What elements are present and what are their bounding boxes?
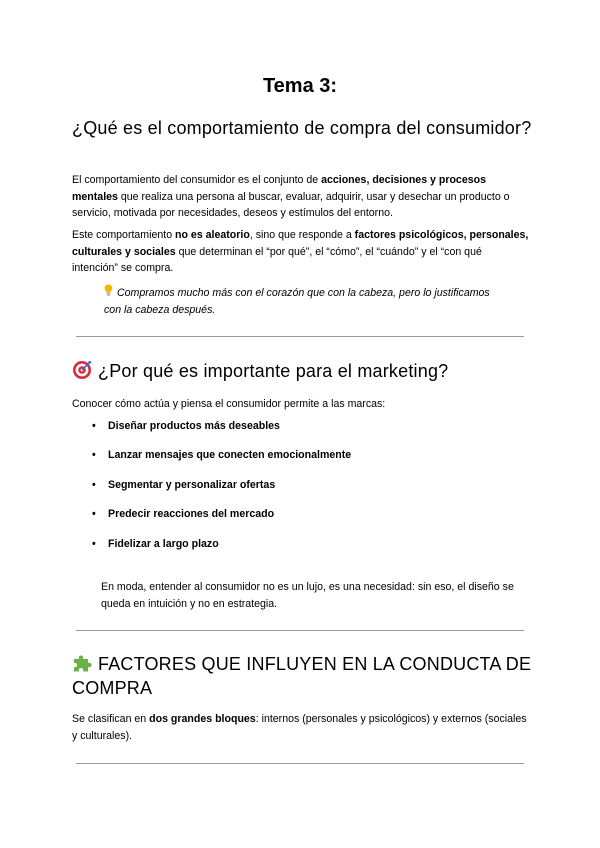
- list-item: [92, 477, 351, 506]
- bold-text: acciones, decisiones y procesos mentales: [72, 174, 486, 203]
- text: , sino que responde a: [249, 229, 355, 241]
- text: El comportamiento del consumidor es el conjunto de: [72, 174, 322, 186]
- paragraph-intro: Conocer cómo actúa y piensa el consumidor permite a las marcas:: [72, 398, 386, 410]
- paragraph-note: En moda, entender al consumidor no es un lujo, es una necesidad: sin eso, el diseño se queda en intuición y no en estrategia.: [101, 581, 514, 610]
- bold-text: dos grandes bloques: [149, 713, 256, 725]
- list-item-text: Lanzar mensajes que conecten emocionalmente: [108, 449, 352, 462]
- puzzle-piece-icon: [72, 653, 92, 673]
- list-item-text: Predecir reacciones del mercado: [108, 508, 275, 521]
- list-item-text: Fidelizar a largo plazo: [108, 537, 219, 550]
- bullet-dot: •: [92, 508, 96, 521]
- bullet-dot: •: [92, 449, 96, 462]
- text: que realiza una persona al buscar, evaluar, adquirir, usar y desechar un producto o servicio, motivada por necesidades, deseos y estímulos del entorno.: [72, 190, 510, 219]
- text: Este comportamiento: [72, 229, 176, 241]
- section-heading-marketing: [72, 359, 532, 383]
- list-item-text: Diseñar productos más deseables: [108, 420, 280, 432]
- list-item: [92, 506, 351, 535]
- text: que determinan el “por qué”, el “cómo”, el “cuándo” y el “con qué intención” se compra.: [72, 245, 482, 274]
- divider: [76, 336, 524, 337]
- list-item: [92, 418, 351, 447]
- list-item-text: Segmentar y personalizar ofertas: [108, 478, 276, 491]
- lightbulb-icon: [104, 287, 113, 299]
- page-title: Tema 3:: [262, 75, 338, 97]
- divider: [76, 630, 524, 631]
- target-icon: [72, 360, 92, 380]
- bullet-dot: •: [92, 420, 96, 432]
- paragraph-classification: [72, 711, 530, 744]
- heading-text: FACTORES QUE INFLUYEN EN LA CONDUCTA DE COMPRA: [72, 654, 532, 698]
- bullet-dot: •: [92, 478, 96, 491]
- bold-text: factores psicológicos, personales, culturales y sociales: [72, 229, 529, 258]
- paragraph-factors: [72, 227, 530, 277]
- bullet-dot: •: [92, 537, 96, 550]
- text: Se clasifican en: [72, 713, 150, 725]
- benefits-list: [92, 418, 351, 565]
- bold-text: no es aleatorio: [175, 229, 250, 241]
- heading-text: ¿Por qué es importante para el marketing?: [98, 361, 449, 381]
- divider: [76, 763, 524, 764]
- list-item: [92, 536, 351, 565]
- quote-callout: [104, 284, 504, 318]
- section-heading-definition: ¿Qué es el comportamiento de compra del consumidor?: [72, 118, 532, 138]
- list-item: [92, 447, 351, 476]
- quote-text: Compramos mucho más con el corazón que con la cabeza, pero lo justificamos con la cabeza después.: [104, 287, 490, 316]
- paragraph-definition: [72, 172, 530, 222]
- text: : internos (personales y psicológicos) y externos (sociales y culturales).: [72, 713, 527, 742]
- section-heading-factors: [72, 652, 532, 700]
